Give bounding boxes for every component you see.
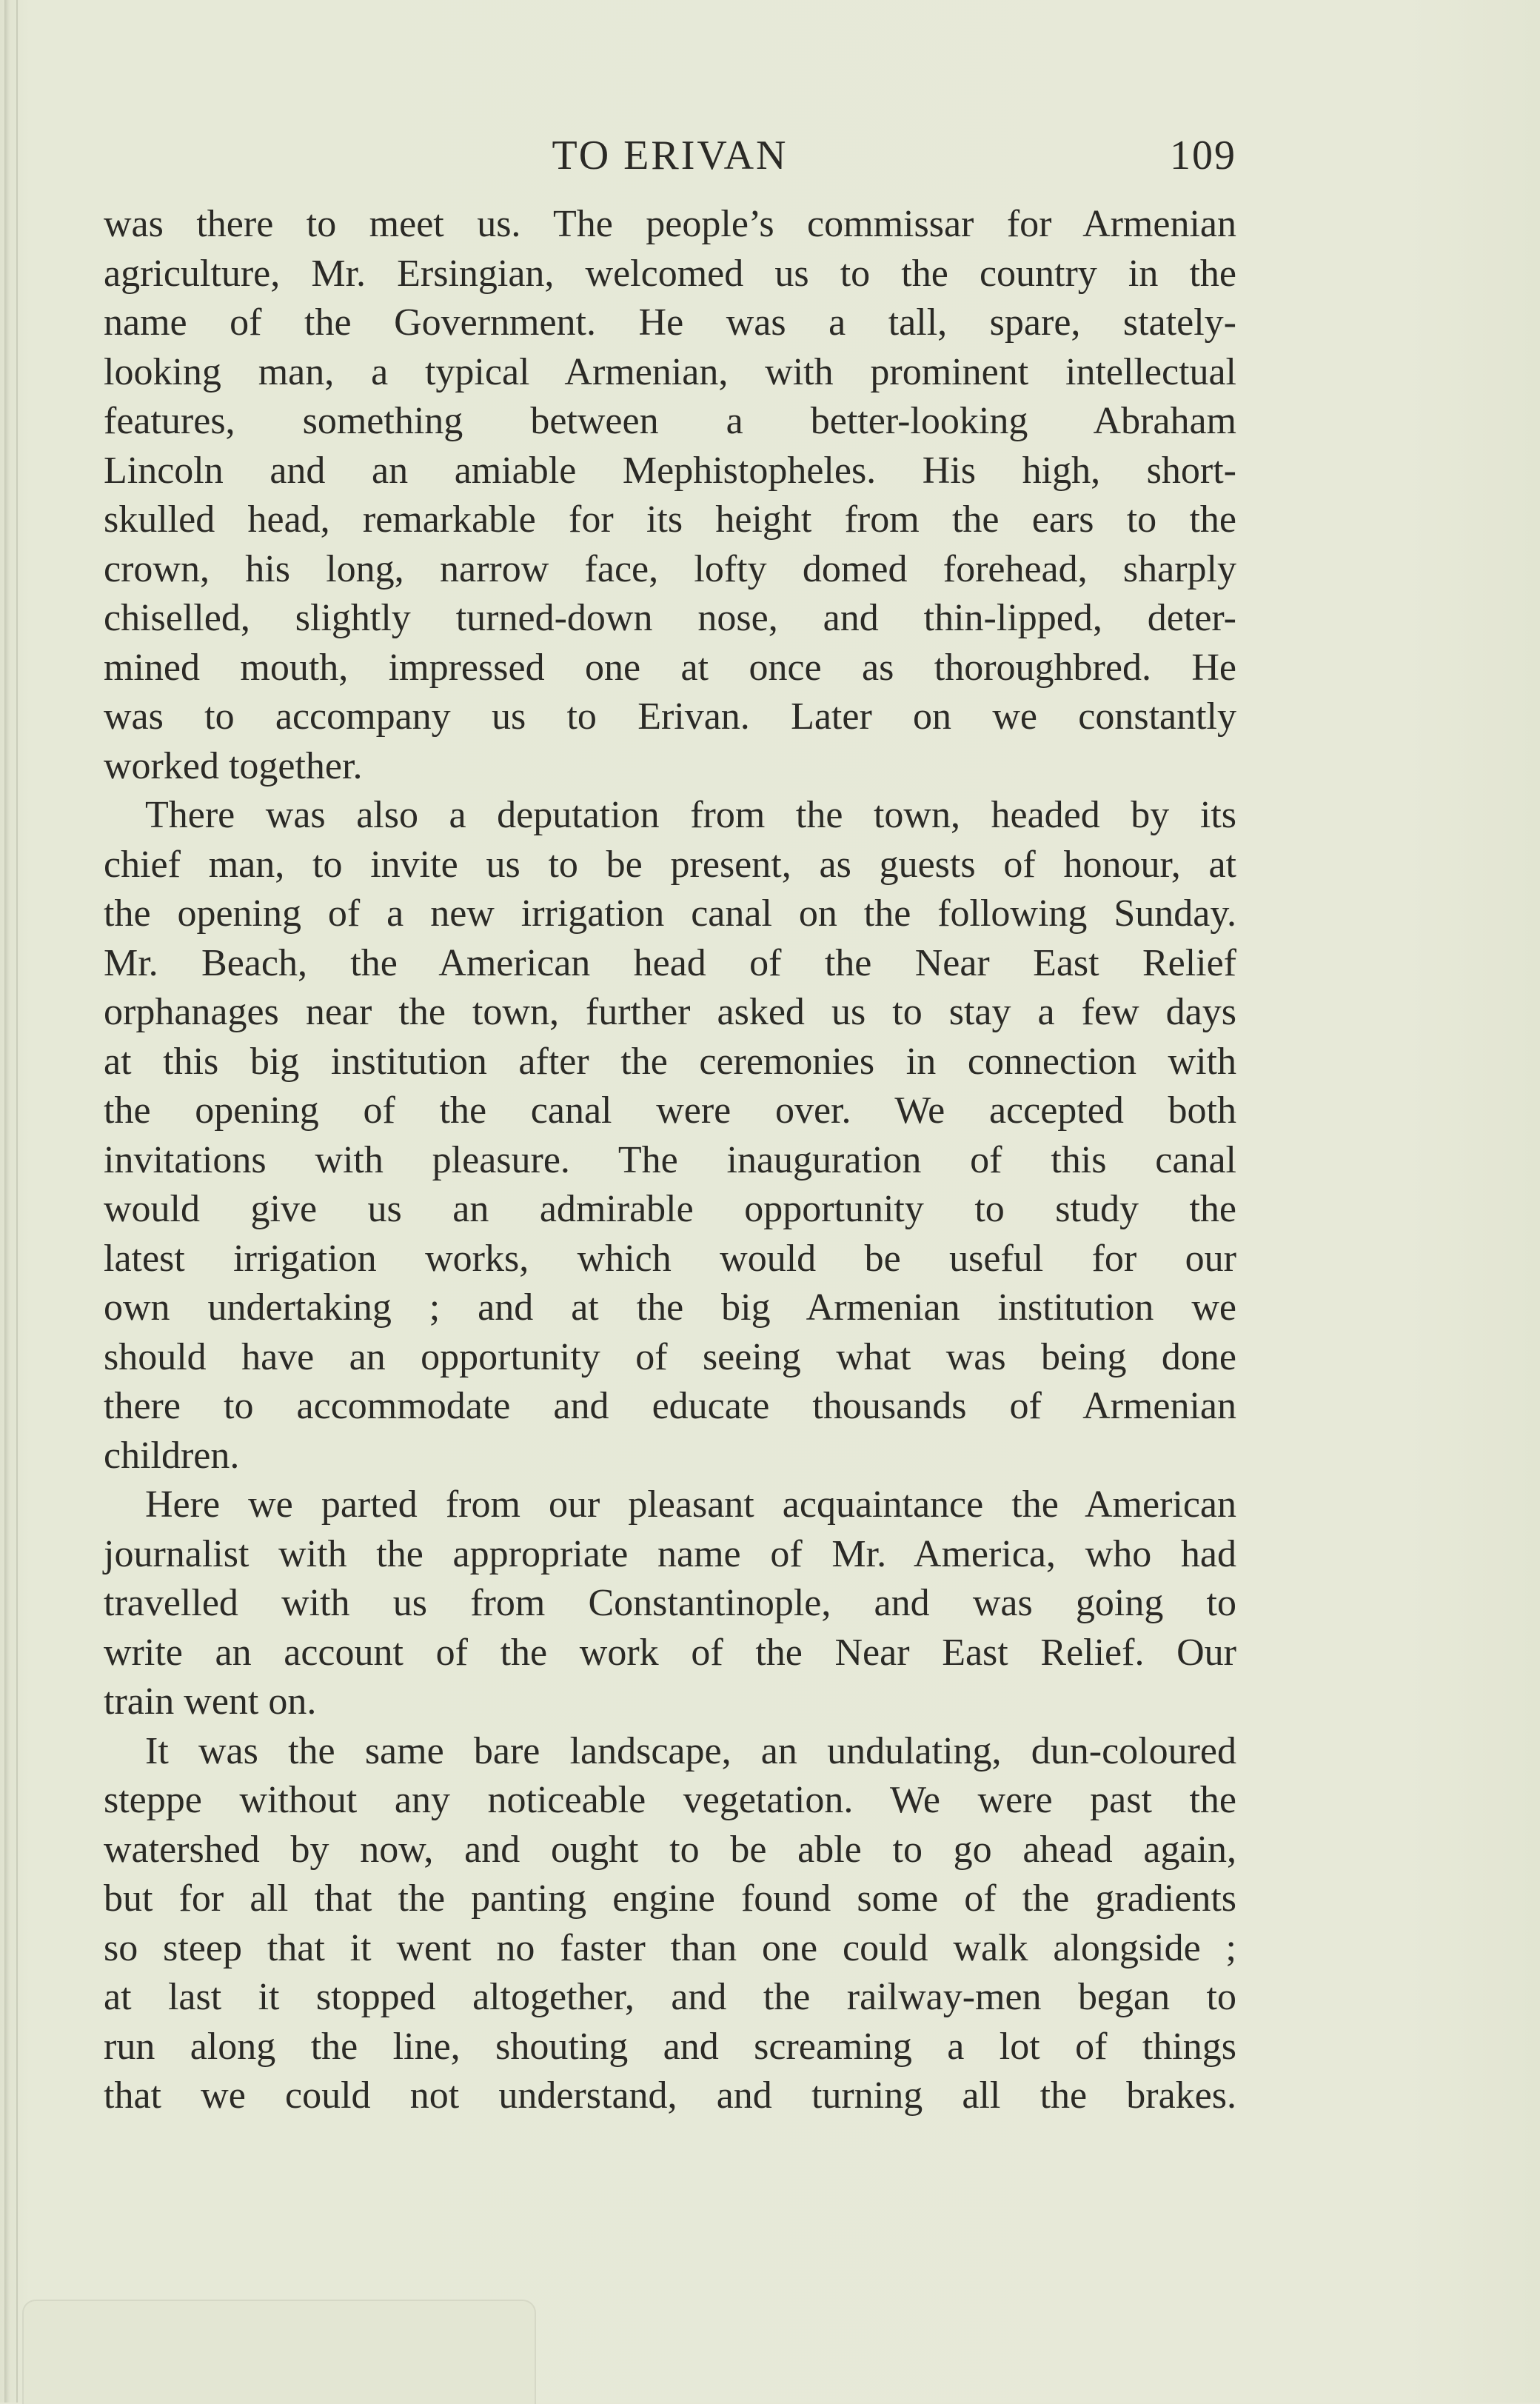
page-binding-edge [4, 0, 10, 2403]
text-line: train went on. [104, 1680, 317, 1723]
text-line: was to accompany us to Erivan. Later on we constantly [104, 695, 1236, 738]
text-line: worked together. [104, 744, 363, 787]
text-line: crown, his long, narrow face, lofty domed forehead, sharply [104, 547, 1236, 590]
text-line: that we could not understand, and turning all the brakes. [104, 2074, 1236, 2117]
text-line: would give us an admirable opportunity to study the [104, 1188, 1236, 1230]
page-header [104, 126, 1236, 185]
text-line: the opening of a new irrigation canal on the following Sunday. [104, 892, 1236, 935]
text-line: orphanages near the town, further asked us to stay a few days [104, 991, 1236, 1033]
text-line: There was also a deputation from the town, headed by its [145, 794, 1236, 836]
text-line: Lincoln and an amiable Mephistopheles. His high, short- [104, 449, 1236, 492]
body-text [104, 200, 1236, 2121]
text-line: latest irrigation works, which would be useful for our [104, 1237, 1236, 1280]
text-line: was there to meet us. The people’s commissar for Armenian [104, 203, 1236, 245]
text-line: steppe without any noticeable vegetation. We were past the [104, 1779, 1236, 1821]
text-line: Here we parted from our pleasant acquaintance the American [145, 1483, 1236, 1526]
text-line: skulled head, remarkable for its height from the ears to the [104, 498, 1236, 541]
text-line: chiselled, slightly turned-down nose, and thin-lipped, deter- [104, 597, 1236, 639]
text-line: the opening of the canal were over. We accepted both [104, 1089, 1236, 1132]
text-line: looking man, a typical Armenian, with prominent intellectual [104, 350, 1236, 393]
text-line: at this big institution after the ceremonies in connection with [104, 1040, 1236, 1083]
text-line: journalist with the appropriate name of Mr. America, who had [104, 1532, 1236, 1575]
text-line: run along the line, shouting and screaming a lot of things [104, 2025, 1236, 2068]
text-line: children. [104, 1434, 240, 1477]
text-line: at last it stopped altogether, and the railway-men began to [104, 1976, 1236, 2018]
text-line: name of the Government. He was a tall, spare, stately- [104, 301, 1236, 344]
text-line: invitations with pleasure. The inauguration of this canal [104, 1138, 1236, 1181]
text-line: so steep that it went no faster than one could walk alongside ; [104, 1926, 1236, 1969]
text-line: there to accommodate and educate thousands of Armenian [104, 1385, 1236, 1427]
text-line: It was the same bare landscape, an undulating, dun-coloured [145, 1729, 1236, 1772]
text-line: should have an opportunity of seeing what was being done [104, 1335, 1236, 1378]
text-line: agriculture, Mr. Ersingian, welcomed us to the country in the [104, 252, 1236, 295]
text-line: but for all that the panting engine found some of the gradients [104, 1877, 1236, 1920]
text-line: Mr. Beach, the American head of the Near East Relief [104, 941, 1236, 984]
text-line: chief man, to invite us to be present, as guests of honour, at [104, 843, 1236, 886]
page-number: 109 [1170, 133, 1236, 178]
text-line: write an account of the work of the Near East Relief. Our [104, 1631, 1236, 1674]
text-line: mined mouth, impressed one at once as thoroughbred. He [104, 646, 1236, 689]
binding-crease [16, 0, 18, 2403]
page-corner-shadow [22, 2300, 536, 2404]
text-line: own undertaking ; and at the big Armenian institution we [104, 1286, 1236, 1329]
text-line: watershed by now, and ought to be able to go ahead again, [104, 1828, 1236, 1871]
running-title: TO ERIVAN [552, 133, 789, 178]
text-line: features, something between a better-looking Abraham [104, 400, 1236, 442]
text-line: travelled with us from Constantinople, and was going to [104, 1582, 1236, 1624]
